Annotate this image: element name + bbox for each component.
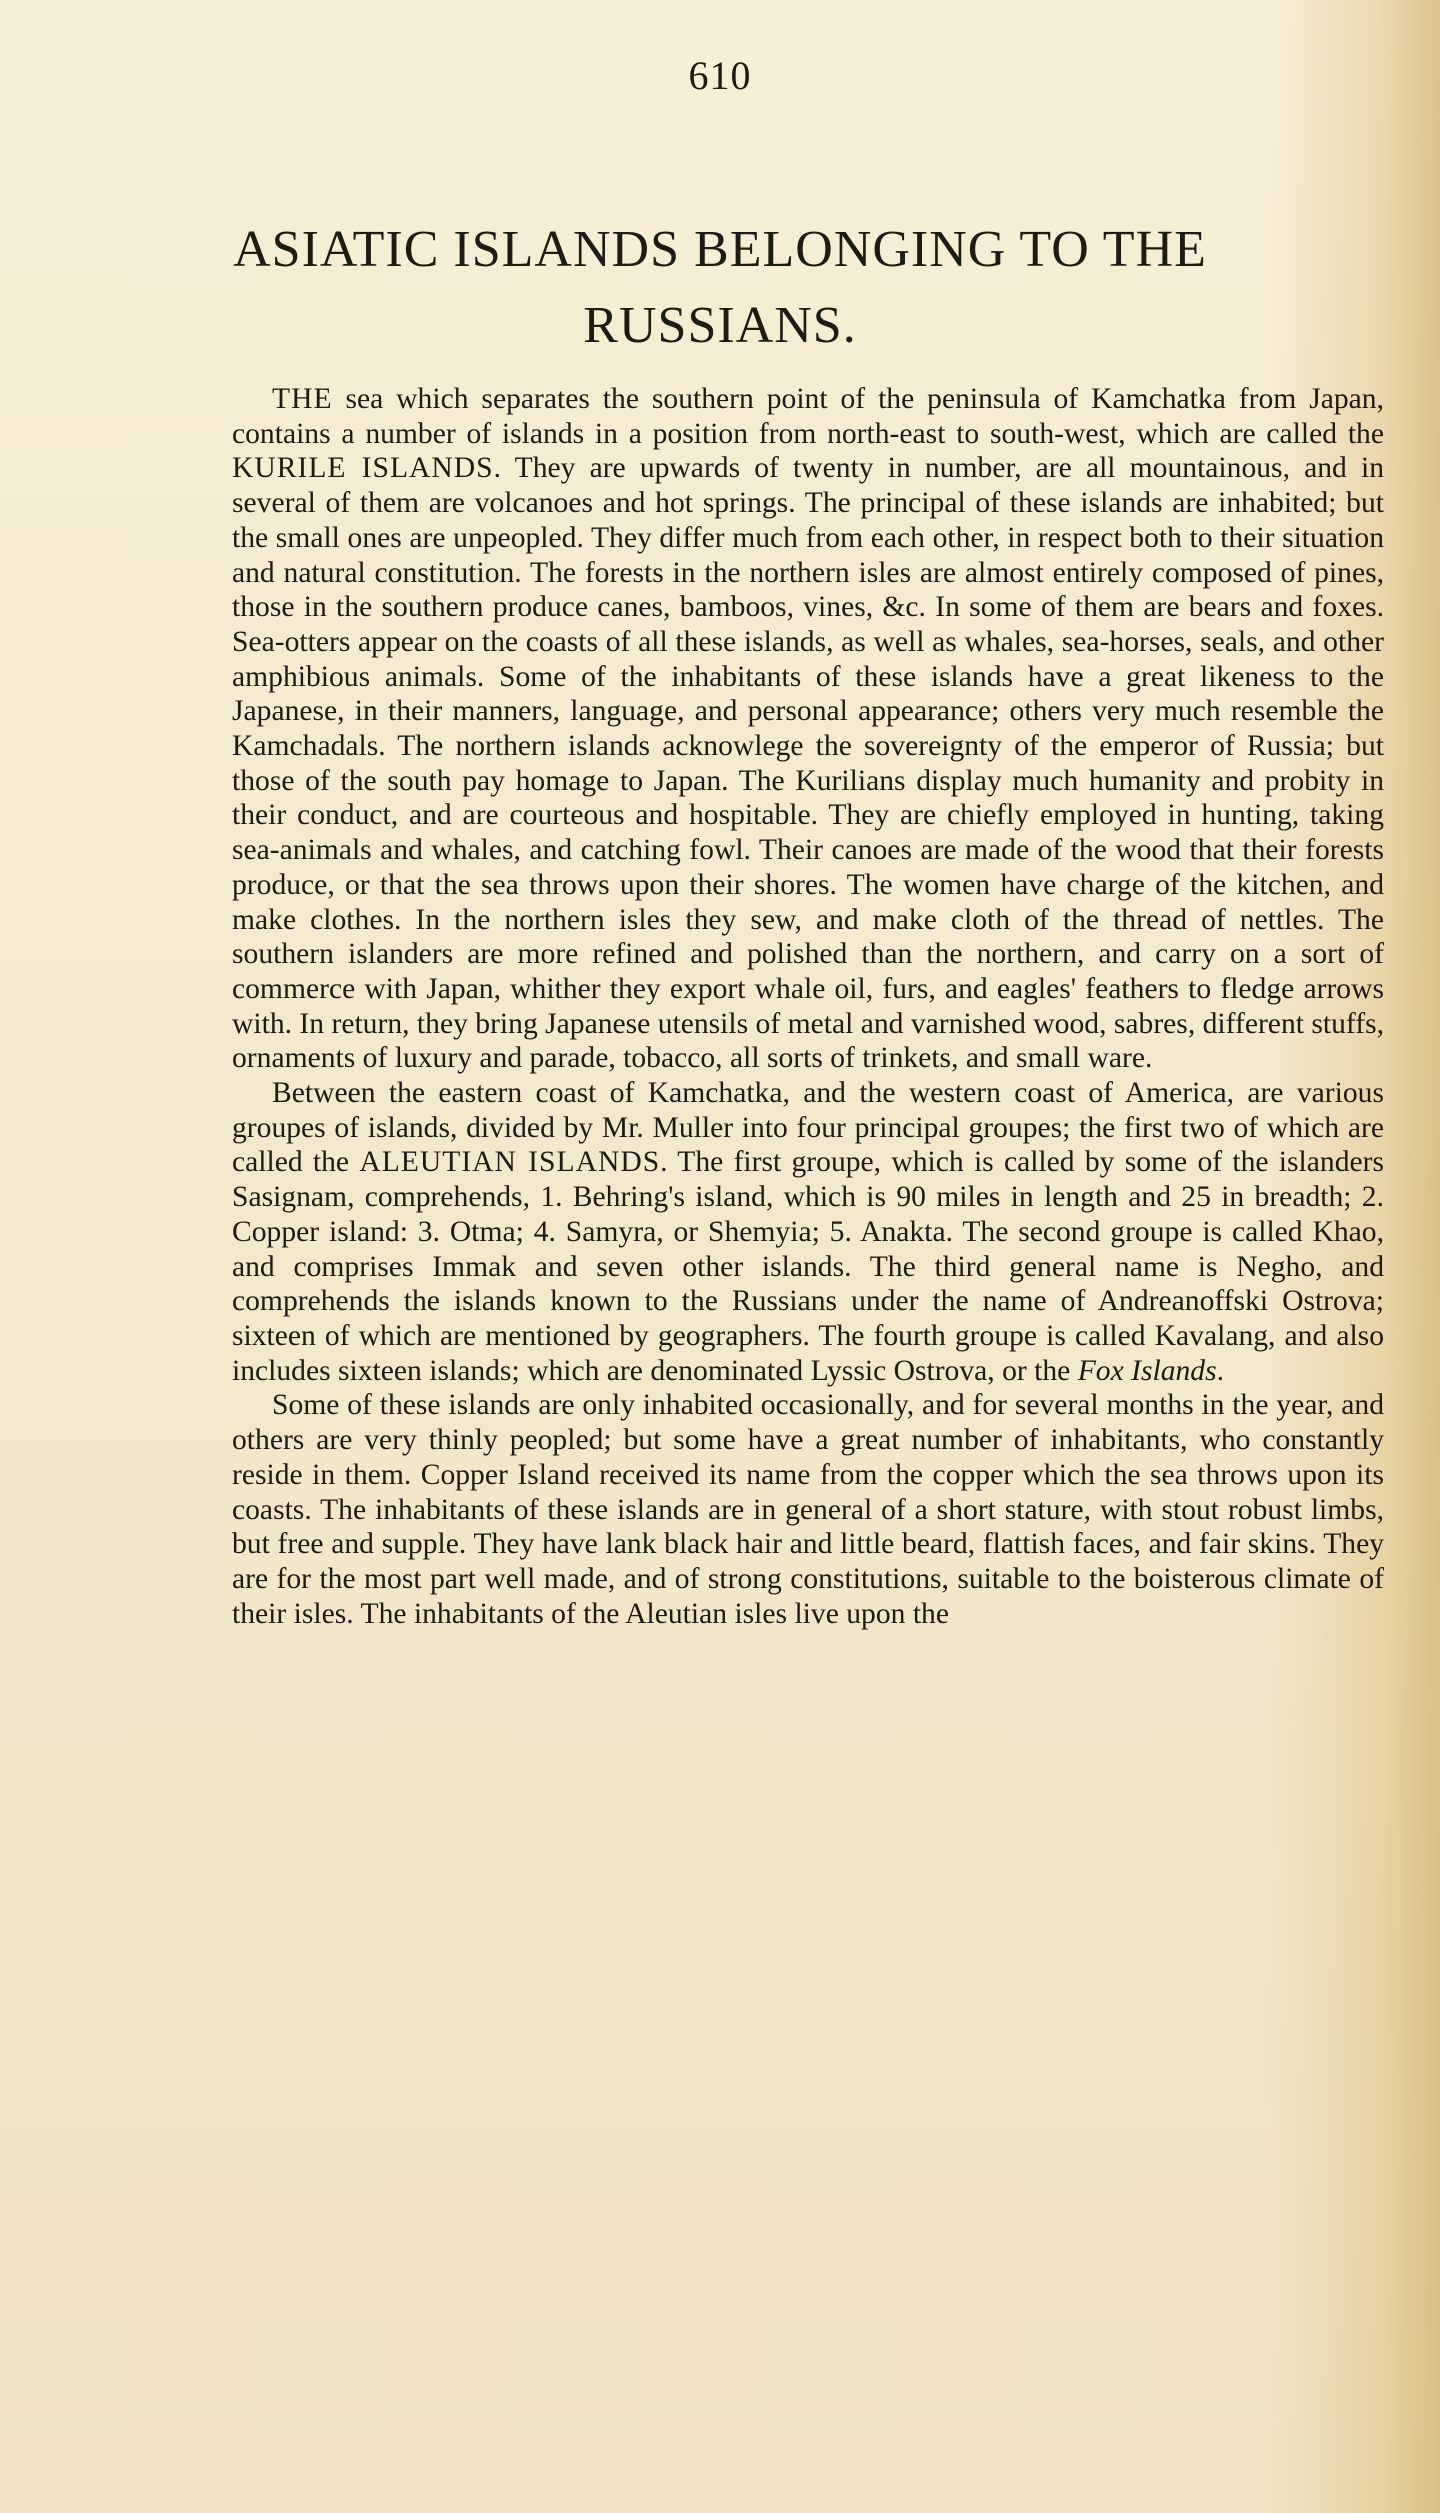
paragraph-lead: THE [272, 383, 333, 415]
paragraph-text: . [1216, 1354, 1225, 1387]
paragraph-text: Some of these islands are only inhabited occasionally, and for several months in the year, and others are very thinly peopled; but some have a great number of inhabitants, who constantly reside in them. Copper Island received its name from the copper which the sea throws upon its coasts. The inhabitants of these islands are in general of a short stature, with stout robust limbs, but free and supple. They have lank black hair and little beard, flattish faces, and fair skins. They are for the most part well made, and of strong constitutions, suitable to the boisterous climate of their isles. The inhabitants of the Aleutian isles live upon the [232, 1389, 1384, 1630]
place-name-caps: KURILE ISLANDS [232, 452, 494, 485]
italic-phrase: Fox Islands [1077, 1354, 1217, 1387]
place-name-caps: ALEUTIAN ISLANDS [359, 1146, 661, 1179]
paragraph-2 [232, 1076, 1384, 1388]
paragraph-text: . They are upwards of twenty in number, are all mountainous, and in several of them are volcanoes and hot springs. The principal of these islands are inhabited; but the small ones are unpeopled. They differ much from each other, in respect both to their situation and natural constitution. The forests in the northern isles are almost entirely composed of pines, those in the southern produce canes, bamboos, vines, &c. In some of them are bears and foxes. Sea-otters appear on the coasts of all these islands, as well as whales, sea-horses, seals, and other amphibious animals. Some of the inhabitants of these islands have a great likeness to the Japanese, in their manners, language, and personal appearance; others very much resemble the Kamchadals. The northern islands acknowlege the sovereignty of the emperor of Russia; but those of the south pay homage to Japan. The Kurilians display much humanity and probity in their conduct, and are courteous and hospitable. They are chiefly employed in hunting, taking sea-animals and whales, and catching fowl. Their canoes are made of the wood that their forests produce, or that the sea throws upon their shores. The women have charge of the kitchen, and make clothes. In the northern isles they sew, and make cloth of the thread of nettles. The southern islanders are more refined and polished than the northern, and carry on a sort of commerce with Japan, whither they export whale oil, furs, and eagles' feathers to fledge arrows with. In return, they bring Japanese utensils of metal and varnished wood, sabres, different stuffs, ornaments of luxury and parade, tobacco, all sorts of trinkets, and small ware. [232, 452, 1385, 1075]
paragraph-3 [232, 1388, 1384, 1631]
paragraph-1 [232, 382, 1384, 1076]
paragraph-text: . The first groupe, which is called by some of the islanders Sasignam, comprehends, 1. Behring's island, which is 90 miles in length and 25 in breadth; 2. Copper island: 3. Otma; 4. Samyra, or Shemyia; 5. Anakta. The second groupe is called Khao, and comprises Immak and seven other islands. The third general name is Negho, and comprehends the islands known to the Russians under the name of Andreanoffski Ostrova; sixteen of which are mentioned by geographers. The fourth groupe is called Kavalang, and also includes sixteen islands; which are denominated Lyssic Ostrova, or the [232, 1146, 1384, 1387]
body-text [232, 382, 1384, 1631]
chapter-title: ASIATIC ISLANDS BELONGING TO THE RUSSIANS. [233, 221, 1207, 354]
page-number: 610 [688, 53, 752, 98]
paragraph-text: sea which separates the southern point of the peninsula of Kamchatka from Japan, contains a number of islands in a position from north-east to south-west, which are called the [232, 383, 1384, 450]
paragraph-text: Between the eastern coast of Kamchatka, and the western coast of America, are various groupes of islands, divided by Mr. Muller into four principal groupes; the first two of which are called the [232, 1077, 1384, 1179]
